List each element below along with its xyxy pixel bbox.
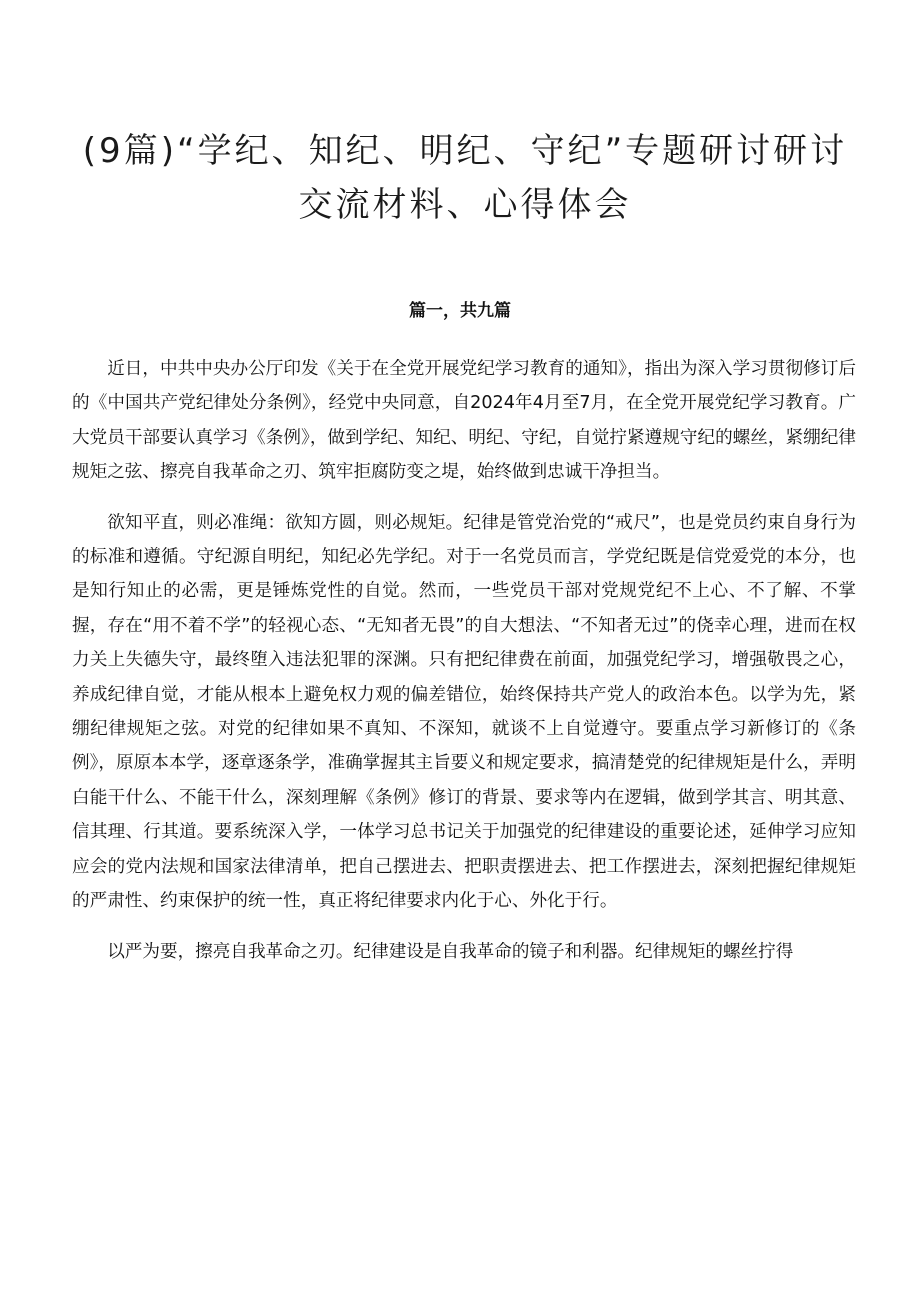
document-title	[70, 124, 860, 232]
body-paragraph-2: 欲知平直，则必准绳：欲知方圆，则必规矩。纪律是管党治党的“戒尺”，也是党员约束自身行为的标准和遵循。守纪源自明纪，知纪必先学纪。对于一名党员而言，学党纪既是信党爱党的本分，也是知行知止的必需，更是锤炼党性的自觉。然而，一些党员干部对党规党纪不上心、不了解、不掌握，存在“用不着不学”的轻视心态、“无知者无畏”的自大想法、“不知者无过”的侥幸心理，进而在权力关上失德失守，最终堕入违法犯罪的深渊。只有把纪律费在前面，加强党纪学习，增强敬畏之心，养成纪律自觉，才能从根本上避免权力观的偏差错位，始终保持共产党人的政治本色。以学为先，紧绷纪律规矩之弦。对党的纪律如果不真知、不深知，就谈不上自觉遵守。要重点学习新修订的《条例》，原原本本学，逐章逐条学，准确掌握其主旨要义和规定要求，搞清楚党的纪律规矩是什么，弄明白能干什么、不能干什么，深刻理解《条例》修订的背景、要求等内在逻辑，做到学其言、明其意、信其理、行其道。要系统深入学，一体学习总书记关于加强党的纪律建设的重要论述，延伸学习应知应会的党内法规和国家法律清单，把自己摆进去、把职责摆进去、把工作摆进去，深刻把握纪律规矩的严肃性、约束保护的统一性，真正将纪律要求内化于心、外化于行。	[72, 512, 856, 912]
body-paragraph-1: 近日，中共中央办公厅印发《关于在全党开展党纪学习教育的通知》，指出为深入学习贯彻修订后的《中国共产党纪律处分条例》，经党中央同意，自2024年4月至7月，在全党开展党纪学习教育。广大党员干部要认真学习《条例》，做到学纪、知纪、明纪、守纪，自觉拧紧遵规守纪的螺丝，紧绷纪律规矩之弦、擦亮自我革命之刃、筑牢拒腐防变之堤，始终做到忠诚干净担当。	[72, 359, 856, 483]
body-paragraph-3: 以严为要，擦亮自我革命之刃。纪律建设是自我革命的镜子和利器。纪律规矩的螺丝拧得	[107, 941, 794, 962]
document-title-line-2: 交流材料、心得体会	[298, 185, 632, 225]
section-heading: 篇一，共九篇	[409, 301, 511, 321]
document-body	[72, 352, 856, 985]
document-title-line-1: (9篇)“学纪、知纪、明纪、守纪”专题研讨研讨	[82, 131, 848, 171]
